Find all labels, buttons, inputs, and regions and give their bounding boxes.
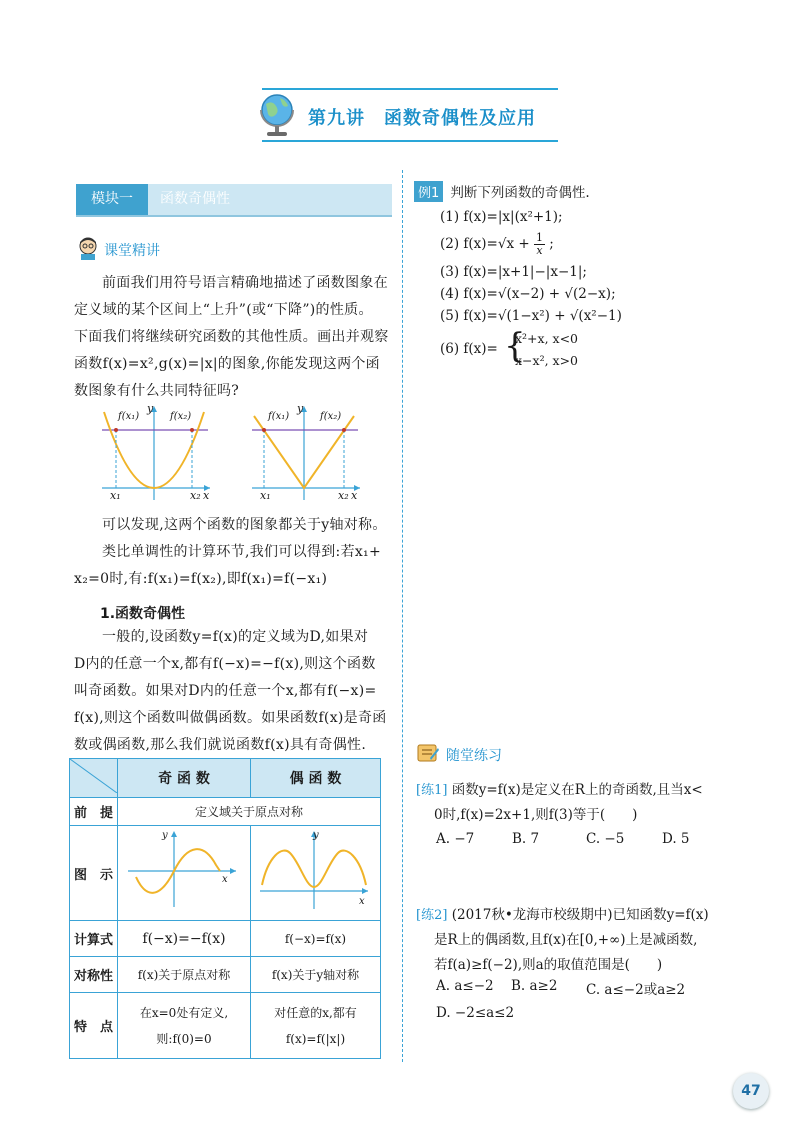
calc-odd: f(−x)=−f(x)	[118, 921, 251, 957]
graph1-label-x2: x₂	[190, 489, 201, 502]
row-head-symmetry: 对称性	[70, 957, 118, 993]
feat-odd-line: 则:f(0)=0	[156, 1031, 212, 1046]
practice-2-line3: 若f(a)≥f(−2),则a的取值范围是( )	[434, 957, 663, 973]
fraction	[534, 232, 545, 257]
example-item-2-tail: ;	[549, 236, 554, 252]
graph2-label-fx2: f(x₂)	[320, 411, 342, 422]
def-line: 数或偶函数,那么我们就说函数f(x)具有奇偶性.	[74, 737, 367, 753]
example-tag: 例1	[414, 181, 443, 202]
row-head-calc: 计算式	[70, 921, 118, 957]
practice-label: 随堂练习	[446, 748, 502, 764]
graph1-label-x: x	[203, 489, 210, 502]
example-item-6	[440, 340, 498, 359]
intro-line: 函数f(x)=x²,g(x)=|x|的图象,你能发现这两个函	[74, 356, 380, 372]
subheading: 1.函数奇偶性	[100, 606, 186, 622]
def-line: 一般的,设函数y=f(x)的定义域为D,如果对	[102, 629, 369, 645]
observe-line: 可以发现,这两个函数的图象都关于y轴对称。	[102, 517, 387, 533]
row-head-feature: 特 点	[70, 993, 118, 1059]
graph1-label-x1: x₁	[110, 489, 121, 502]
practice-1-line2: 0时,f(x)=2x+1,则f(3)等于( )	[434, 807, 638, 823]
example-item-3: (3) f(x)=|x+1|−|x−1|;	[440, 264, 587, 280]
sym-even: f(x)关于y轴对称	[251, 957, 381, 993]
practice-1-choice-b[interactable]: B. 7	[512, 831, 540, 847]
practice-1	[416, 778, 703, 828]
practice-2-choice-c[interactable]: C. a≤−2或a≥2	[586, 982, 686, 998]
practice-1-choice-c[interactable]: C. −5	[586, 831, 625, 847]
example-item-4: (4) f(x)=√(x−2) + √(2−x);	[440, 286, 616, 302]
practice-2-text: (2017秋•龙海市校级期中)已知函数y=f(x)	[451, 907, 709, 923]
graph1-label-y: y	[147, 402, 154, 415]
example-item-2	[440, 232, 554, 257]
practice-2-line2: 是R上的偶函数,且f(x)在[0,+∞)上是减函数,	[434, 932, 698, 948]
practice-2-choice-b[interactable]: B. a≥2	[511, 978, 558, 994]
intro-paragraph	[74, 270, 400, 405]
even-graph-y: y	[313, 830, 319, 841]
graph2-label-x1: x₁	[260, 489, 271, 502]
def-line: 叫奇函数。如果对D内的任意一个x,都有f(−x)=	[74, 683, 377, 699]
fraction-num: 1	[535, 231, 543, 244]
odd-function-graph	[124, 827, 244, 915]
practice-1-choice-a[interactable]: A. −7	[436, 831, 475, 847]
observe-line: x₂=0时,有:f(x₁)=f(x₂),即f(x₁)=f(−x₁)	[74, 571, 328, 587]
intro-line: 数图象有什么共同特征吗?	[74, 383, 240, 399]
even-graph-x: x	[359, 896, 365, 907]
observe-line: 类比单调性的计算环节,我们可以得到:若x₁+	[102, 544, 382, 560]
practice-2-line1	[416, 903, 709, 928]
practice-1-tag: [练1]	[416, 783, 448, 798]
practice-2	[416, 903, 709, 978]
example-title: 判断下列函数的奇偶性.	[450, 185, 590, 201]
premise-cell: 定义域关于原点对称	[118, 798, 381, 826]
def-line: D内的任意一个x,都有f(−x)=−f(x),则这个函数	[74, 656, 376, 672]
graph1-label-fx1: f(x₁)	[118, 411, 140, 422]
feat-odd	[118, 993, 251, 1059]
graph2-label-x2: x₂	[338, 489, 349, 502]
fraction-den: x	[536, 244, 543, 257]
observation-paragraph	[74, 512, 400, 593]
practice-1-text: 函数y=f(x)是定义在R上的奇函数,且当x<	[451, 782, 703, 798]
practice-2-tag: [练2]	[416, 908, 448, 923]
practice-1-line1	[416, 778, 703, 803]
practice-1-choice-d[interactable]: D. 5	[662, 831, 690, 847]
feat-even	[251, 993, 381, 1059]
teacher-icon	[76, 236, 100, 260]
table-corner	[70, 759, 118, 798]
piece-2: x−x², x>0	[515, 353, 579, 368]
intro-line: 前面我们用符号语言精确地描述了函数图象在	[102, 275, 388, 291]
graph1-label-fx2: f(x₂)	[170, 411, 192, 422]
even-graph-cell	[251, 826, 381, 921]
piece-1: x²+x, x<0	[515, 331, 579, 346]
header-rule-top	[262, 88, 558, 90]
example-item-6-head: (6) f(x)=	[440, 341, 498, 357]
page-number: 47	[733, 1073, 769, 1109]
intro-line: 下面我们将继续研究函数的其他性质。画出并观察	[74, 329, 389, 345]
sym-odd: f(x)关于原点对称	[118, 957, 251, 993]
notebook-icon	[416, 742, 440, 764]
header-odd: 奇 函 数	[118, 759, 251, 798]
intro-line: 定义域的某个区间上“上升”(或“下降”)的性质。	[74, 302, 373, 318]
piecewise-brace: {	[504, 326, 526, 366]
feat-even-line: f(x)=f(|x|)	[285, 1031, 346, 1046]
graph2-label-x: x	[351, 489, 358, 502]
globe-icon	[258, 90, 296, 140]
row-head-premise: 前 提	[70, 798, 118, 826]
module-bar	[76, 184, 392, 217]
feat-even-line: 对任意的x,都有	[274, 1005, 357, 1020]
odd-graph-y: y	[162, 830, 168, 841]
odd-graph-cell	[118, 826, 251, 921]
example-item-5: (5) f(x)=√(1−x²) + √(x²−1)	[440, 308, 622, 324]
column-divider	[402, 170, 403, 1062]
module-name: 函数奇偶性	[160, 191, 230, 207]
module-tag: 模块一	[76, 184, 148, 215]
example-item-2-head: (2) f(x)=√x +	[440, 236, 534, 252]
section-label: 课堂精讲	[104, 243, 160, 259]
calc-even: f(−x)=f(x)	[251, 921, 381, 957]
def-line: f(x),则这个函数叫做偶函数。如果函数f(x)是奇函	[74, 710, 387, 726]
odd-graph-x: x	[222, 874, 228, 885]
example-1	[414, 181, 590, 202]
graph2-label-fx1: f(x₁)	[268, 411, 290, 422]
example-item-1: (1) f(x)=|x|(x²+1);	[440, 209, 563, 225]
practice-2-choice-a[interactable]: A. a≤−2	[436, 978, 494, 994]
header-even: 偶 函 数	[251, 759, 381, 798]
practice-2-choice-d[interactable]: D. −2≤a≤2	[436, 1005, 515, 1021]
definition-paragraph	[74, 624, 400, 759]
chapter-title: 第九讲 函数奇偶性及应用	[308, 108, 536, 129]
graph2-label-y: y	[297, 402, 304, 415]
diagonal-line	[70, 759, 117, 793]
parity-comparison-table	[69, 758, 381, 1059]
header-rule-bottom	[262, 140, 558, 142]
feat-odd-line: 在x=0处有定义,	[139, 1005, 229, 1020]
row-head-graph: 图 示	[70, 826, 118, 921]
